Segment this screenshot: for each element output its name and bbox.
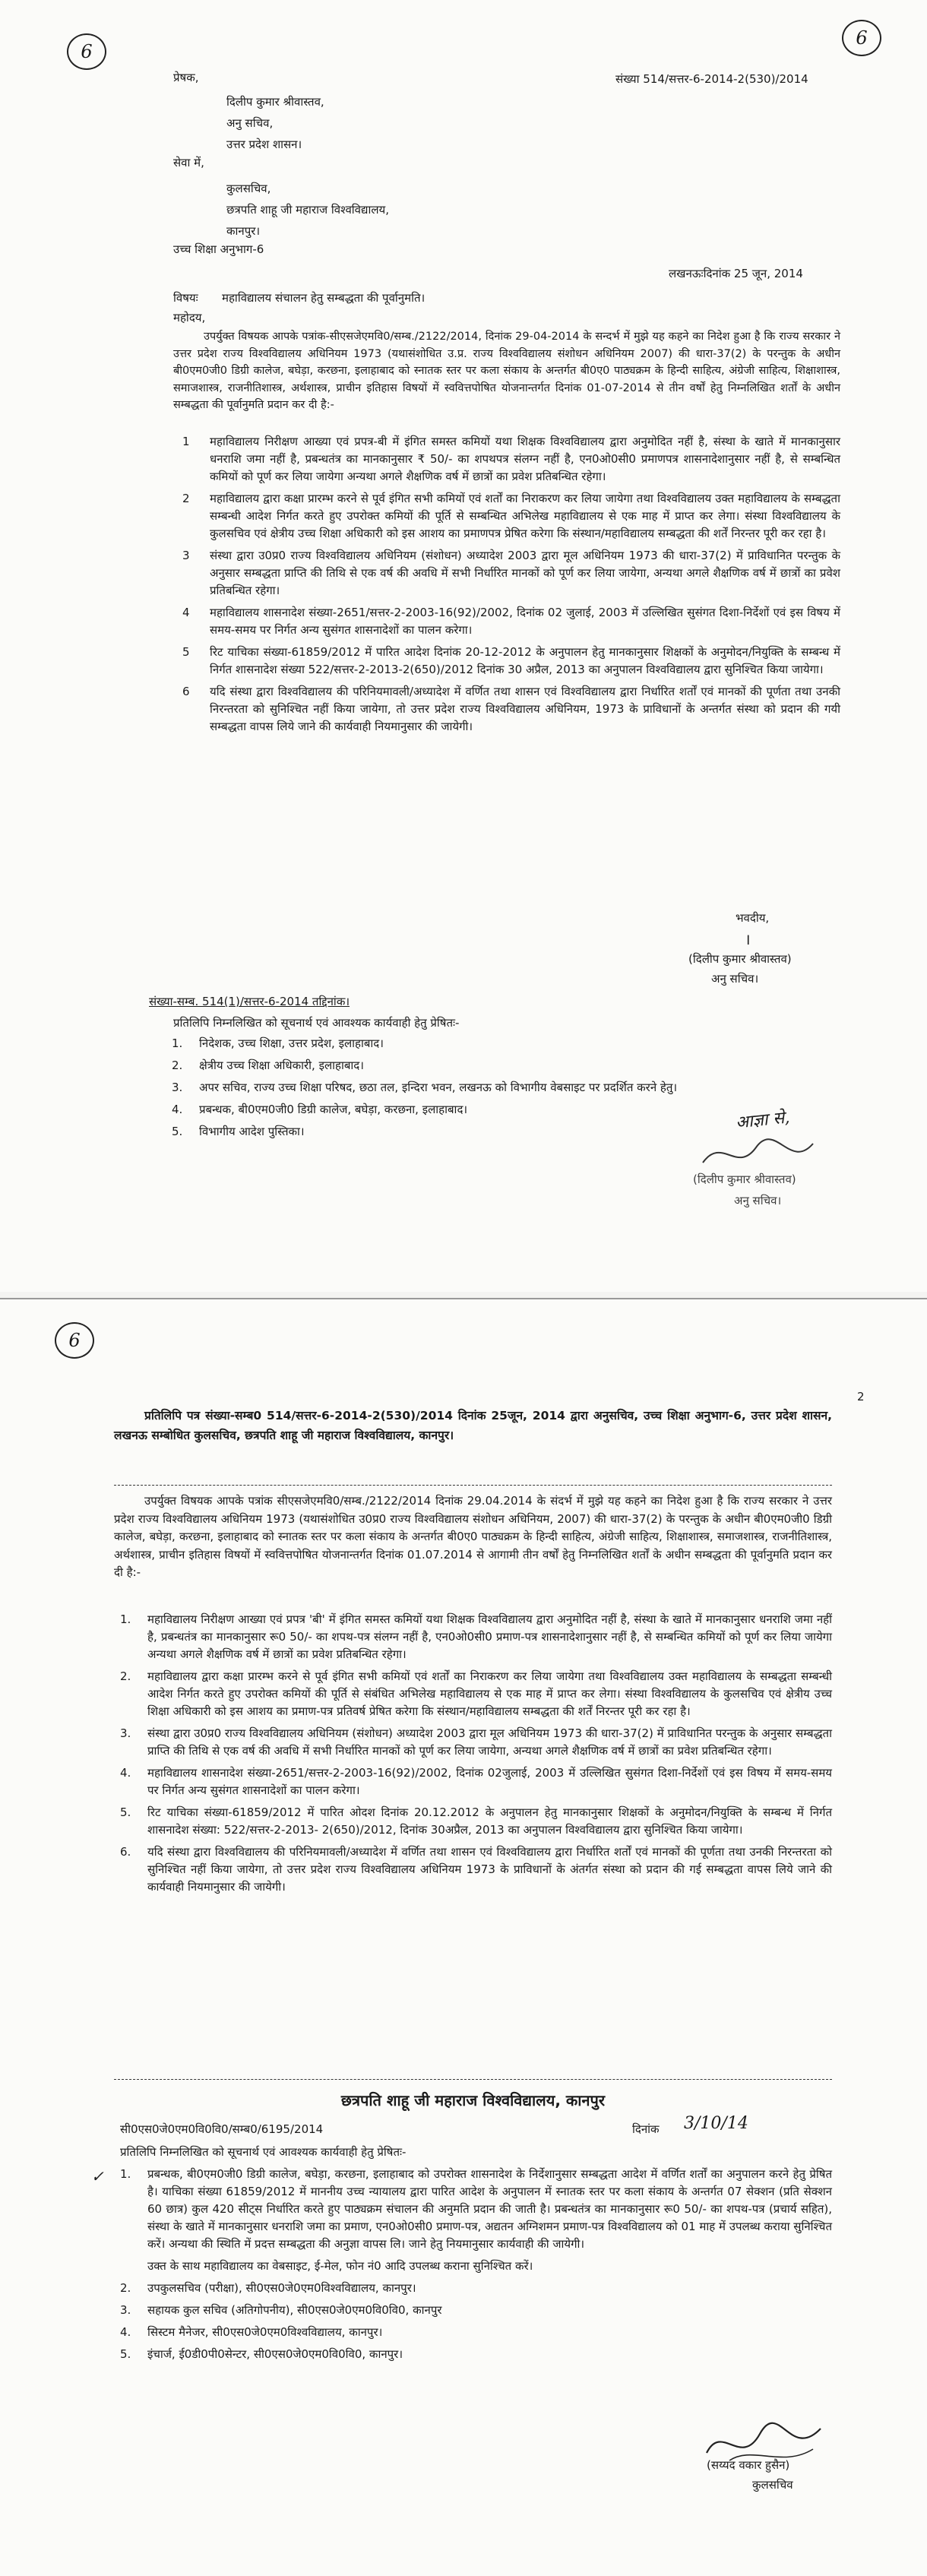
list-item-text: विभागीय आदेश पुस्तिका।: [199, 1125, 305, 1138]
recipient-university: छत्रपति शाहू जी महाराज विश्वविद्यालय,: [226, 203, 389, 217]
sender-office: उत्तर प्रदेश शासन।: [226, 138, 302, 151]
list-item-number: 5.: [120, 1805, 131, 1819]
list-item: [120, 2302, 832, 2319]
list-item: [120, 1725, 832, 1760]
letter-body: उपर्युक्त विषयक आपके पत्रांक-सीएसजेएमवि0/सम्ब./2122/2014, दिनांक 29-04-2014 के सन्दर्भ में मुझे यह कहने का निदेश हुआ है कि राज्य सरकार ने उत्तर प्रदेश राज्य विश्वविद्यालय अधिनियम 1973 (यथासंशोधित उ.प्र. राज्य विश्वविद्यालय संशोधन अधिनियम 2007) की धारा-37(2) के परन्तुक के अधीन बी0एम0जी0 डिग्री कालेज, बघेड़ा, करछना, इलाहाबाद को स्नातक स्तर पर कला संकाय के अन्तर्गत बी0ए0 पाठ्यक्रम के हिन्दी साहित्य, अंग्रेजी साहित्य, शिक्षाशास्त्र, समाजशास्त्र, राजनीतिशास्त्र, अर्थशास्त्र, प्राचीन इतिहास विषयों में स्ववित्तपोषित योजनान्तर्गत दिनांक 01-07-2014 से तीन वर्षों हेतु निम्नलिखित शर्तों के अधीन सम्बद्धता की पूर्वानुमति प्रदान कर दी है:-: [173, 331, 840, 411]
closing: भवदीय,: [736, 911, 770, 925]
recipient-city: कानपुर।: [226, 224, 261, 238]
list-item-number: 2.: [120, 1669, 131, 1683]
signer-post: कुलसचिव: [752, 2478, 793, 2492]
tick-mark-icon: ✓: [91, 2167, 104, 2185]
copy-list: [120, 2166, 832, 2368]
list-item: [120, 1668, 832, 1720]
recipient-label: सेवा में,: [173, 156, 204, 169]
list-item: [182, 683, 840, 736]
list-item-text: निदेशक, उच्च शिक्षा, उत्तर प्रदेश, इलाहाबाद।: [199, 1036, 384, 1050]
list-item-text: महाविद्यालय निरीक्षण आख्या एवं प्रपत्र-बी में इंगित समस्त कमियों यथा शिक्षक विश्वविद्यालय द्वारा अनुमोदित नहीं है, संस्था के खाते में मानकानुसार धनराशि जमा नहीं है, प्रबन्धतंत्र का मानकानुसार ₹ 50/- का शपथपत्र संलग्न नहीं है, एन0ओ0सी0 प्रमाणपत्र शासनादेशानुसार नहीं है, से सम्बन्धित कमियों को पूर्ण कर लिया जायेगा अन्यथा अगले शैक्षणिक वर्ष में छात्रों का प्रवेश प्रतिबन्धित रहेगा।: [210, 435, 840, 483]
signature-mark: ।: [745, 930, 751, 948]
list-item: [172, 1057, 840, 1074]
page-number: 2: [857, 1390, 865, 1404]
list-item-text: सिस्टम मैनेजर, सी0एस0जे0एम0विश्वविद्यालय, कानपुर।: [147, 2325, 383, 2339]
list-item-number: 3.: [120, 1726, 131, 1740]
list-item-number: 5: [182, 645, 190, 659]
letter-page-2: [0, 1298, 927, 2576]
list-item: [172, 1035, 840, 1052]
list-item-number: 6: [182, 685, 190, 698]
list-item-number: 1.: [120, 1612, 131, 1626]
order-label: आज्ञा से,: [735, 1108, 791, 1133]
handwritten-signature-1: [699, 1132, 821, 1178]
list-item-number: 6.: [120, 1845, 131, 1859]
list-item-text: महाविद्यालय शासनादेश संख्या-2651/सत्तर-2-2003-16(92)/2002, दिनांक 02 जुलाई, 2003 में उल्लिखित सुसंगत दिशा-निर्देशों एवं इस विषय में समय-समय पर निर्गत अन्य सुसंगत शासनादेशों का पालन करेगा।: [210, 606, 840, 637]
list-item-number: 1.: [172, 1036, 183, 1050]
list-item-text: प्रबन्धक, बी0एम0जी0 डिग्री कालेज, बघेड़ा, करछना, इलाहाबाद को उपरोक्त शासनादेश के निर्देशानुसार सम्बद्धता आदेश में वर्णित शर्तों का अनुपालन करने हेतु प्रेषित है। याचिका संख्या 61859/2012 में माननीय उच्च न्यायालय द्वारा पारित आदेश के अनुपालन में स्नातक स्तर पर कला संकाय के अन्तर्गत 07 सेक्शन (प्रति सेक्शन 60 छात्र) कुल 420 सीट्स निर्धारित करते हुए पाठ्यक्रम संचालन की अनुमति प्रदान की जाती है। प्रबन्धतंत्र का मानकानुसार रू0 50/- का शपथ-पत्र (प्रचार्य सहित), संस्था के खाते में मानकानुसार धनराशि जमा का प्रमाण, एन0ओ0सी0 प्रमाण-पत्र, अद्यतन अग्निशमन प्रमाण-पत्र विश्वविद्यालय को 01 माह में उपलब्ध कराया सुनिश्चित करें। अन्यथा की स्थिति में प्रदत्त सम्बद्धता की अनुज्ञा वापस लि। जाने हेतु नियमानुसार कार्यवाही की जायेगी।: [147, 2167, 832, 2251]
university-date-label: दिनांक: [632, 2122, 660, 2136]
list-item-text: रिट याचिका संख्या-61859/2012 में पारित आदेश दिनांक 20-12-2012 के अनुपालन हेतु मानकानुसार शिक्षकों के अनुमोदन/नियुक्ति के सम्बन्ध में निर्गत शासनादेश संख्या 522/सत्तर-2-2013-2(650)/2012 दिनांक 30 अप्रैल, 2013 का अनुपालन विश्वविद्यालय द्वारा सुनिश्चित किया जायेगा।: [210, 645, 840, 676]
list-item-number: 3.: [172, 1081, 183, 1094]
reference-number: संख्या 514/सत्तर-6-2014-2(530)/2014: [615, 72, 808, 86]
section-name: उच्च शिक्षा अनुभाग-6: [173, 242, 264, 256]
list-item: [182, 433, 840, 486]
letter-body: उपर्युक्त विषयक आपके पत्रांक सीएसजेएमवि0/सम्ब./2122/2014 दिनांक 29.04.2014 के संदर्भ में मुझे यह कहने का निदेश हुआ है कि राज्य सरकार ने उत्तर प्रदेश राज्य विश्वविद्यालय अधिनियम 1973 (यथासंशोधित उ0प्र0 राज्य विश्वविद्यालय संशोधन अधिनियम, 2007) की धारा-37(2) के परन्तुक के अधीन बी0एम0जी0 डिग्री कालेज, बघेड़ा, करछना, इलाहाबाद को स्नातक स्तर पर कला संकाय के अन्तर्गत बी0ए0 पाठ्यक्रम के हिन्दी साहित्य, अंग्रेजी साहित्य, शिक्षाशास्त्र, समाजशास्त्र, राजनीतिशास्त्र, अर्थशास्त्र, प्राचीन इतिहास विषयों में स्ववित्तपोषित योजनान्तर्गत दिनांक 01.07.2014 से आगामी तीन वर्षों हेतु निम्नलिखित शर्तों के अधीन सम्बद्धता की पूर्वानुमति प्रदान कर दी है:-: [114, 1494, 832, 1579]
recipient-post: कुलसचिव,: [226, 182, 271, 195]
copy-intro: प्रतिलिपि निम्नलिखित को सूचनार्थ एवं आवश्यक कार्यवाही हेतु प्रेषितः-: [173, 1016, 460, 1030]
list-item: [120, 2166, 832, 2253]
list-item-text: अपर सचिव, राज्य उच्च शिक्षा परिषद, छठा तल, इन्दिरा भवन, लखनऊ को विभागीय वेबसाइट पर प्रदर्शित करने हेतु।: [199, 1081, 678, 1094]
list-item-text: संस्था द्वारा उ0प्र0 राज्य विश्वविद्यालय अधिनियम (संशोधन) अध्यादेश 2003 द्वारा मूल अधिनियम 1973 की धारा-37(2) में प्राविधानित परन्तुक के अनुसार सम्बद्धता प्राप्ति की तिथि से एक वर्ष की अवधि में सभी निर्धारित मानकों को पूर्ण कर लिया जायेगा, अन्यथा अगले शैक्षणिक वर्ष में छात्रों का प्रवेश प्रतिबन्धित रहेगा।: [147, 1726, 832, 1758]
conditions-list: [120, 1611, 832, 1900]
list-item-text: यदि संस्था द्वारा विश्वविद्यालय की परिनियमावली/अध्यादेश में वर्णित तथा शासन एवं विश्वविद्यालय द्वारा निर्धारित शर्तों एवं मानकों की पूर्णता तथा उनकी निरन्तरता को सुनिश्चित नहीं किया जायेगा, तो उत्तर प्रदेश राज्य विश्वविद्यालय अधिनियम, 1973 के प्राविधानों के अन्तर्गत संस्था को प्रदान की गयी सम्बद्धता वापस लिये जाने की कार्यवाही नियमानुसार की जायेगी।: [210, 685, 840, 733]
list-item-number: 4.: [120, 1766, 131, 1780]
list-item-text: महाविद्यालय द्वारा कक्षा प्रारम्भ करने से पूर्व इंगित सभी कमियों एवं शर्तों का निराकरण कर लिया जायेगा तथा विश्वविद्यालय उक्त महाविद्यालय के सम्बद्धता सम्बन्धी आदेश निर्गत करते हुए उपरोक्त कमियों की पूर्ति से सम्बन्धित अभिलेख महाविद्यालय से एक माह में प्राप्त कर लेगा। संस्था विश्वविद्यालय के कुलसचिव एवं क्षेत्रीय उच्च शिक्षा अधिकारी को इस आशय का प्रमाणपत्र प्रेषित करेगा कि संस्थान/महाविद्यालय सम्बद्धता की शर्तें निरन्तर पूरी कर रहा है।: [210, 492, 840, 540]
list-item: [120, 1804, 832, 1839]
list-item-number: 4.: [120, 2325, 131, 2339]
list-item-number: 2.: [172, 1059, 183, 1072]
sender-label: प्रेषक,: [173, 71, 199, 84]
divider: [114, 1485, 832, 1486]
signer-name: (दिलीप कुमार श्रीवास्तव): [688, 952, 792, 966]
list-item: [182, 547, 840, 600]
list-item-number: 5.: [172, 1125, 183, 1138]
copy-reference: संख्या-सम्ब. 514(1)/सत्तर-6-2014 तद्दिनांक।: [149, 995, 350, 1008]
list-item: [182, 644, 840, 679]
list-item: [120, 1843, 832, 1896]
list-item-text: उक्त के साथ महाविद्यालय का वेबसाइट, ई-मेल, फोन नं0 आदि उपलब्ध कराना सुनिश्चित करें।: [147, 2259, 533, 2273]
list-item-text: संस्था द्वारा उ0प्र0 राज्य विश्वविद्यालय अधिनियम (संशोधन) अध्यादेश 2003 द्वारा मूल अधिनियम 1973 की धारा-37(2) में प्राविधानित परन्तुक के अनुसार सम्बद्धता प्राप्ति की तिथि से एक वर्ष की अवधि में सभी निर्धारित मानकों को पूर्ण कर लिया जायेगा, अन्यथा अगले शैक्षणिक वर्ष में छात्रों का प्रवेश प्रतिबन्धित रहेगा।: [210, 549, 840, 597]
page-mark-left: 6: [55, 1322, 94, 1359]
list-item-text: यदि संस्था द्वारा विश्वविद्यालय की परिनियमावली/अध्यादेश में वर्णित तथा शासन एवं विश्वविद्यालय द्वारा निर्धारित शर्तों एवं मानकों की पूर्णता तथा उनकी निरन्तरता को सुनिश्चित नहीं किया जायेगा, तो उत्तर प्रदेश राज्य विश्वविद्यालय अधिनियम 1973 के प्राविधानों के अंतर्गत संस्था को प्रदान की गई सम्बद्धता वापस लिये जाने की कार्यवाही नियमानुसार की जायेगी।: [147, 1845, 832, 1894]
list-item-number: 3.: [120, 2303, 131, 2317]
list-item-text: महाविद्यालय निरीक्षण आख्या एवं प्रपत्र 'बी' में इंगित समस्त कमियों यथा शिक्षक विश्वविद्यालय द्वारा अनुमोदित नहीं है, संस्था के खाते में मानकानुसार धनराशि जमा नहीं है, प्रबन्धतंत्र का मानकानुसार रू0 50/- का शपथ-पत्र संलग्न नहीं है, एन0ओ0सी0 प्रमाण-पत्र शासनादेशानुसार नहीं है, से सम्बन्धित कमियों को पूर्ण कर लिया जायेगा अन्यथा अगले शैक्षणिक वर्ष में छात्रों का प्रवेश प्रतिबन्धित रहेगा।: [147, 1612, 832, 1661]
list-item: [120, 1611, 832, 1663]
list-item: [120, 2324, 832, 2341]
list-item: [182, 490, 840, 543]
sender-name: दिलीप कुमार श्रीवास्तव,: [226, 95, 324, 109]
list-item-number: 1: [182, 435, 190, 448]
university-date: 3/10/14: [684, 2114, 748, 2133]
signer-name: (सय्यद वकार हुसैन): [707, 2458, 790, 2472]
divider: [114, 2079, 832, 2080]
list-item-number: 2: [182, 492, 190, 505]
list-item-number: 4.: [172, 1103, 183, 1116]
letter-date: लखनऊःदिनांक 25 जून, 2014: [669, 267, 803, 280]
list-item-number: 3: [182, 549, 190, 562]
page-mark-left: 6: [67, 33, 106, 70]
list-item-text: प्रबन्धक, बी0एम0जी0 डिग्री कालेज, बघेड़ा, करछना, इलाहाबाद।: [199, 1103, 468, 1116]
list-item-text: क्षेत्रीय उच्च शिक्षा अधिकारी, इलाहाबाद।: [199, 1059, 364, 1072]
list-item-text: उपकुलसचिव (परीक्षा), सी0एस0जे0एम0विश्वविद्यालय, कानपुर।: [147, 2281, 416, 2295]
list-item: [182, 604, 840, 639]
copy-header: प्रतिलिपि पत्र संख्या-सम्ब0 514/सत्तर-6-2014-2(530)/2014 दिनांक 25जून, 2014 द्वारा अनुसचिव, उच्च शिक्षा अनुभाग-6, उत्तर प्रदेश शासन, लखनऊ सम्बोधित कुलसचिव, छत्रपति शाहू जी महाराज विश्वविद्यालय, कानपुर।: [114, 1409, 832, 1442]
subject-text: महाविद्यालय संचालन हेतु सम्बद्धता की पूर्वानुमति।: [222, 291, 426, 305]
list-item-text: रिट याचिका संख्या-61859/2012 में पारित ओदश दिनांक 20.12.2012 के अनुपालन हेतु मानकानुसार शिक्षकों के अनुमोदन/नियुक्ति के सम्बन्ध में निर्गत शासनादेश संख्या: 522/सत्तर-2-2013- 2(650)/2012, दिनांक 30अप्रैल, 2013 का अनुपालन विश्वविद्यालय द्वारा सुनिश्चित किया जायेगा।: [147, 1805, 832, 1837]
signer2-post: अनु सचिव।: [734, 1194, 782, 1207]
university-title: छत्रपति शाहू जी महाराज विश्वविद्यालय, कानपुर: [340, 2091, 606, 2109]
list-item: [120, 2258, 832, 2275]
list-item-text: सहायक कुल सचिव (अतिगोपनीय), सी0एस0जे0एम0वि0वि0, कानपुर: [147, 2303, 442, 2317]
list-item-number: 4: [182, 606, 190, 619]
list-item: [172, 1079, 840, 1097]
list-item-text: महाविद्यालय द्वारा कक्षा प्रारम्भ करने से पूर्व इंगित सभी कमियों एवं शर्तों का निराकरण कर लिया जायेगा तथा विश्वविद्यालय उक्त महाविद्यालय के सम्बद्धता सम्बन्धी आदेश निर्गत करते हुए उपरोक्त कमियों की पूर्ति से संबंधित अभिलेख महाविद्यालय से एक माह में प्राप्त कर लेगा। संस्था विश्वविद्यालय के कुलसचिव एवं क्षेत्रीय उच्च शिक्षा अधिकारी को इस आशय का प्रमाण-पत्र प्रतिवर्ष प्रेषित करेगा कि संस्थान/महाविद्यालय सम्बद्धता की शर्तें निरन्तर पूरी कर रहा है।: [147, 1669, 832, 1718]
list-item: [120, 2280, 832, 2297]
subject-label: विषयः: [173, 291, 198, 305]
copy-intro: प्रतिलिपि निम्नलिखित को सूचनार्थ एवं आवश्यक कार्यवाही हेतु प्रेषितः-: [120, 2145, 407, 2159]
sender-post: अनु सचिव,: [226, 116, 274, 130]
list-item: [120, 1764, 832, 1799]
list-item-number: 5.: [120, 2347, 131, 2361]
signer-post: अनु सचिव।: [711, 972, 759, 986]
signer2-name: (दिलीप कुमार श्रीवास्तव): [693, 1172, 796, 1186]
list-item-text: इंचार्ज, ई0डी0पी0सेन्टर, सी0एस0जे0एम0वि0वि0, कानपुर।: [147, 2347, 403, 2361]
list-item-number: 2.: [120, 2281, 131, 2295]
salutation: महोदय,: [173, 311, 206, 324]
list-item-text: महाविद्यालय शासनादेश संख्या-2651/सत्तर-2-2003-16(92)/2002, दिनांक 02जुलाई, 2003 में उल्लिखित सुसंगत दिशा-निर्देशों एवं इस विषय में समय-समय पर निर्गत अन्य सुसंगत शासनादेशों का पालन करेगा।: [147, 1766, 832, 1797]
university-ref: सी0एस0जे0एम0वि0वि0/सम्ब0/6195/2014: [120, 2122, 324, 2136]
list-item-number: 1.: [120, 2167, 131, 2181]
page-mark-right: 6: [842, 20, 881, 56]
conditions-list: [182, 433, 840, 740]
list-item: [120, 2346, 832, 2363]
